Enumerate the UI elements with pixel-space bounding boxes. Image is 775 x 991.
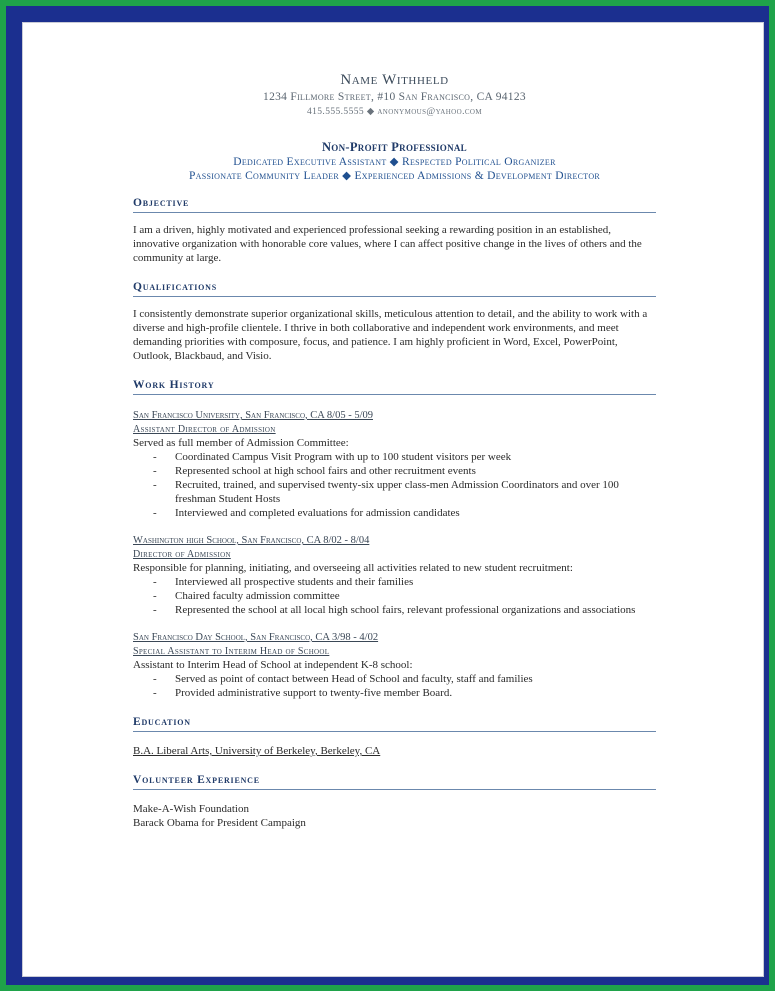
objective-heading: Objective xyxy=(133,196,656,213)
list-item: Make-A-Wish Foundation xyxy=(133,803,249,815)
job-employer: Washington high School, San Francisco, CA 8/02 - 8/04 xyxy=(133,535,370,546)
job-employer: San Francisco Day School, San Francisco, CA 3/98 - 4/02 xyxy=(133,632,379,643)
phone: 415.555.5555 xyxy=(306,107,365,117)
volunteer-section xyxy=(133,773,656,830)
job-title: Director of Admission xyxy=(133,548,231,560)
job-entry xyxy=(133,534,656,617)
education-degree: B.A. Liberal Arts, University of Berkeley, Berkeley, CA xyxy=(133,745,381,757)
job-bullets xyxy=(133,672,656,700)
job-title: Special Assistant to Interim Head of School xyxy=(133,645,330,657)
objective-section xyxy=(133,196,656,265)
job-entry xyxy=(133,409,656,520)
professional-title: Non-Profit Professional xyxy=(321,140,467,154)
job-title: Assistant Director of Admission xyxy=(133,423,276,435)
qualifications-section xyxy=(133,280,656,363)
candidate-name: Name Withheld xyxy=(340,72,449,88)
objective-text: I am a driven, highly motivated and experienced professional seeking a rewarding position in an established, innovative organization with honorable core values, where I can affect positive change in the lives of others and the community at large. xyxy=(133,224,642,264)
education-section xyxy=(133,715,656,758)
job-summary: Served as full member of Admission Committee: xyxy=(133,437,349,449)
job-bullets xyxy=(133,450,656,520)
list-item: - Served as point of contact between Head of School and faculty, staff and families xyxy=(153,673,533,685)
job-entry xyxy=(133,631,656,700)
tagline-2: Passionate Community Leader ◆ Experienced Admissions & Development Director xyxy=(188,170,601,182)
education-heading: Education xyxy=(133,715,656,732)
list-item: Barack Obama for President Campaign xyxy=(133,817,306,829)
headline-block xyxy=(133,139,656,183)
list-item: - Recruited, trained, and supervised twenty-six upper class-men Admission Coordinators and over 100 freshman Student Hosts xyxy=(153,479,619,505)
address: 1234 Fillmore Street, #10 San Francisco, CA 94123 xyxy=(263,91,526,103)
separator-diamond-icon: ◆ xyxy=(366,107,375,117)
resume-page xyxy=(22,22,764,977)
list-item: - Coordinated Campus Visit Program with up to 100 student visitors per week xyxy=(153,451,512,463)
tagline-1: Dedicated Executive Assistant ◆ Respected Political Organizer xyxy=(233,156,556,168)
volunteer-heading: Volunteer Experience xyxy=(133,773,656,790)
work-history-heading: Work History xyxy=(133,378,656,395)
list-item: - Represented school at high school fairs and other recruitment events xyxy=(153,465,476,477)
qualifications-heading: Qualifications xyxy=(133,280,656,297)
qualifications-text: I consistently demonstrate superior organizational skills, meticulous attention to detail, and the ability to work with a diverse and high-profile clientele. I thrive in both collaborative and independent work environments, and meet demanding priorities with composure, focus, and patience. I am highly proficient in Word, Excel, PowerPoint, Outlook, Blackbaud, and Visio. xyxy=(133,308,648,362)
outer-frame xyxy=(6,6,769,985)
list-item: - Provided administrative support to twenty-five member Board. xyxy=(153,687,453,699)
job-employer: San Francisco University, San Francisco, CA 8/05 - 5/09 xyxy=(133,410,373,421)
list-item: - Interviewed all prospective students and their families xyxy=(153,576,414,588)
job-summary: Responsible for planning, initiating, and overseeing all activities related to new student recruitment: xyxy=(133,562,573,574)
resume-content xyxy=(133,71,656,830)
contact-line xyxy=(133,105,656,120)
email: anonymous@yahoo.com xyxy=(377,107,483,117)
job-bullets xyxy=(133,575,656,617)
list-item: - Chaired faculty admission committee xyxy=(153,590,340,602)
list-item: - Represented the school at all local high school fairs, relevant professional organizations and associations xyxy=(153,604,636,616)
job-summary: Assistant to Interim Head of School at independent K-8 school: xyxy=(133,659,413,671)
volunteer-list xyxy=(133,802,656,830)
list-item: - Interviewed and completed evaluations for admission candidates xyxy=(153,507,460,519)
work-history-section xyxy=(133,378,656,700)
resume-header xyxy=(133,71,656,120)
